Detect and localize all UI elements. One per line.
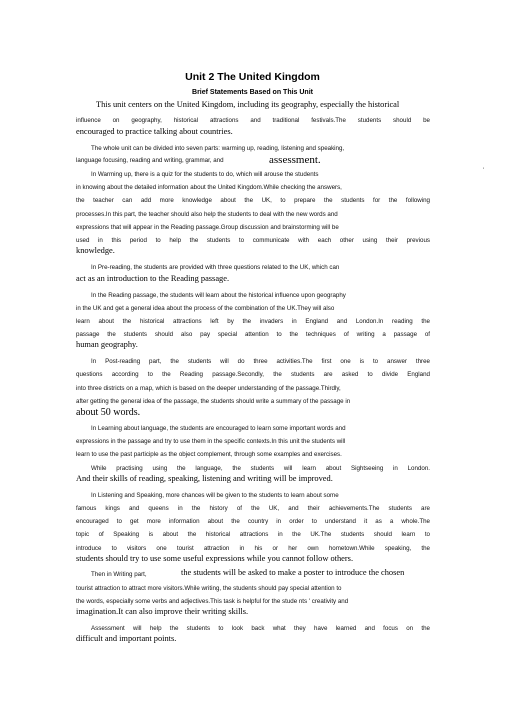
body-line: In Pre-reading, the students are provided with three questions related to the UK, which can bbox=[91, 264, 340, 271]
body-line: in the UK and get a general idea about the process of the combination of the UK.They will also bbox=[76, 305, 335, 312]
body-line: tourist attraction to attract more visitors.While writing, the students should pay special attention to bbox=[76, 585, 342, 592]
body-line: the students will be asked to make a poster to introduce the chosen bbox=[181, 568, 405, 577]
body-line: Then in Writing part, bbox=[91, 571, 147, 578]
body-line: encouraged to practice talking about countries. bbox=[76, 127, 233, 136]
body-line: assessment. bbox=[269, 154, 321, 166]
body-line: in knowing about the detailed information about the United Kingdom.While checking the answers, bbox=[76, 184, 342, 191]
document-title: Unit 2 The United Kingdom bbox=[185, 71, 320, 83]
document-subtitle: Brief Statements Based on This Unit bbox=[192, 89, 313, 96]
body-line: the words, especially some verbs and adjectives.This task is helpful for the stude nts ' creativity and bbox=[76, 598, 349, 605]
body-line: students should try to use some useful expressions while you cannot follow others. bbox=[76, 554, 354, 563]
body-line: And their skills of reading, speaking, listening and writing will be improved. bbox=[76, 474, 333, 483]
body-line: The whole unit can be divided into seven parts: warming up, reading, listening and speaking, bbox=[91, 145, 345, 152]
body-line: knowledge. bbox=[76, 246, 115, 255]
body-line: learn to use the past participle as the object complement, through some examples and exercises. bbox=[76, 451, 342, 458]
body-line: passage the students should also pay special attention to the techniques of writing a passage of bbox=[76, 331, 430, 338]
body-line: encouraged to get more information about the country in order to understand it as a whole.The bbox=[76, 518, 430, 525]
body-line: famous kings and queens in the history of the UK, and their achievements.The students are bbox=[76, 505, 430, 512]
body-line: about 50 words. bbox=[76, 407, 141, 418]
body-line: topic of Speaking is about the historical attractions in the UK.The students should learn to bbox=[76, 531, 430, 538]
body-line: influence on geography, historical attractions and traditional festivals.The students should be bbox=[76, 117, 430, 124]
body-line: after getting the general idea of the passage, the students should write a summary of the passage in bbox=[76, 398, 351, 405]
stray-mark: ' bbox=[483, 168, 485, 174]
body-line: expressions in the passage and try to use them in the specific contexts.In this unit the students will bbox=[76, 438, 346, 445]
body-line: language focusing, reading and writing, grammar, and bbox=[76, 157, 224, 164]
body-line: While practising using the language, the students will learn about Sightseeing in London. bbox=[91, 465, 430, 472]
body-line: used in this period to help the students to communicate with each other using their previous bbox=[76, 237, 430, 244]
body-line: expressions that will appear in the Reading passage.Group discussion and brainstorming will be bbox=[76, 224, 339, 231]
body-line: the teacher can add more knowledge about the UK, to prepare the students for the following bbox=[76, 197, 430, 204]
body-line: imagination.It can also improve their writing skills. bbox=[76, 607, 249, 616]
body-line: In Post-reading part, the students will do three activities.The first one is to answer three bbox=[91, 358, 430, 365]
body-line: processes.In this part, the teacher should also help the students to deal with the new words and bbox=[76, 211, 338, 218]
body-line: Assessment will help the students to look back what they have learned and focus on the bbox=[91, 625, 430, 632]
body-line: human geography. bbox=[76, 340, 138, 349]
body-line: into three districts on a map, which is based on the deeper understanding of the passage.Thirdly, bbox=[76, 385, 341, 392]
body-line: In Warming up, there is a quiz for the students to do, which will arouse the students bbox=[91, 171, 319, 178]
body-line: This unit centers on the United Kingdom, including its geography, especially the historical bbox=[96, 100, 400, 109]
body-line: introduce to visitors one tourist attraction in his or her own hometown.While speaking, the bbox=[76, 545, 430, 552]
body-line: In Learning about language, the students are encouraged to learn some important words and bbox=[91, 425, 346, 432]
body-line: In the Reading passage, the students will learn about the historical influence upon geography bbox=[91, 292, 346, 299]
body-line: act as an introduction to the Reading passage. bbox=[76, 274, 230, 283]
body-line: difficult and important points. bbox=[76, 634, 177, 643]
body-line: questions according to the Reading passage.Secondly, the students are asked to divide England bbox=[76, 371, 430, 378]
body-line: learn about the historical attractions left by the invaders in England and London.In reading the bbox=[76, 318, 430, 325]
body-line: In Listening and Speaking, more chances will be given to the students to learn about some bbox=[91, 492, 339, 499]
